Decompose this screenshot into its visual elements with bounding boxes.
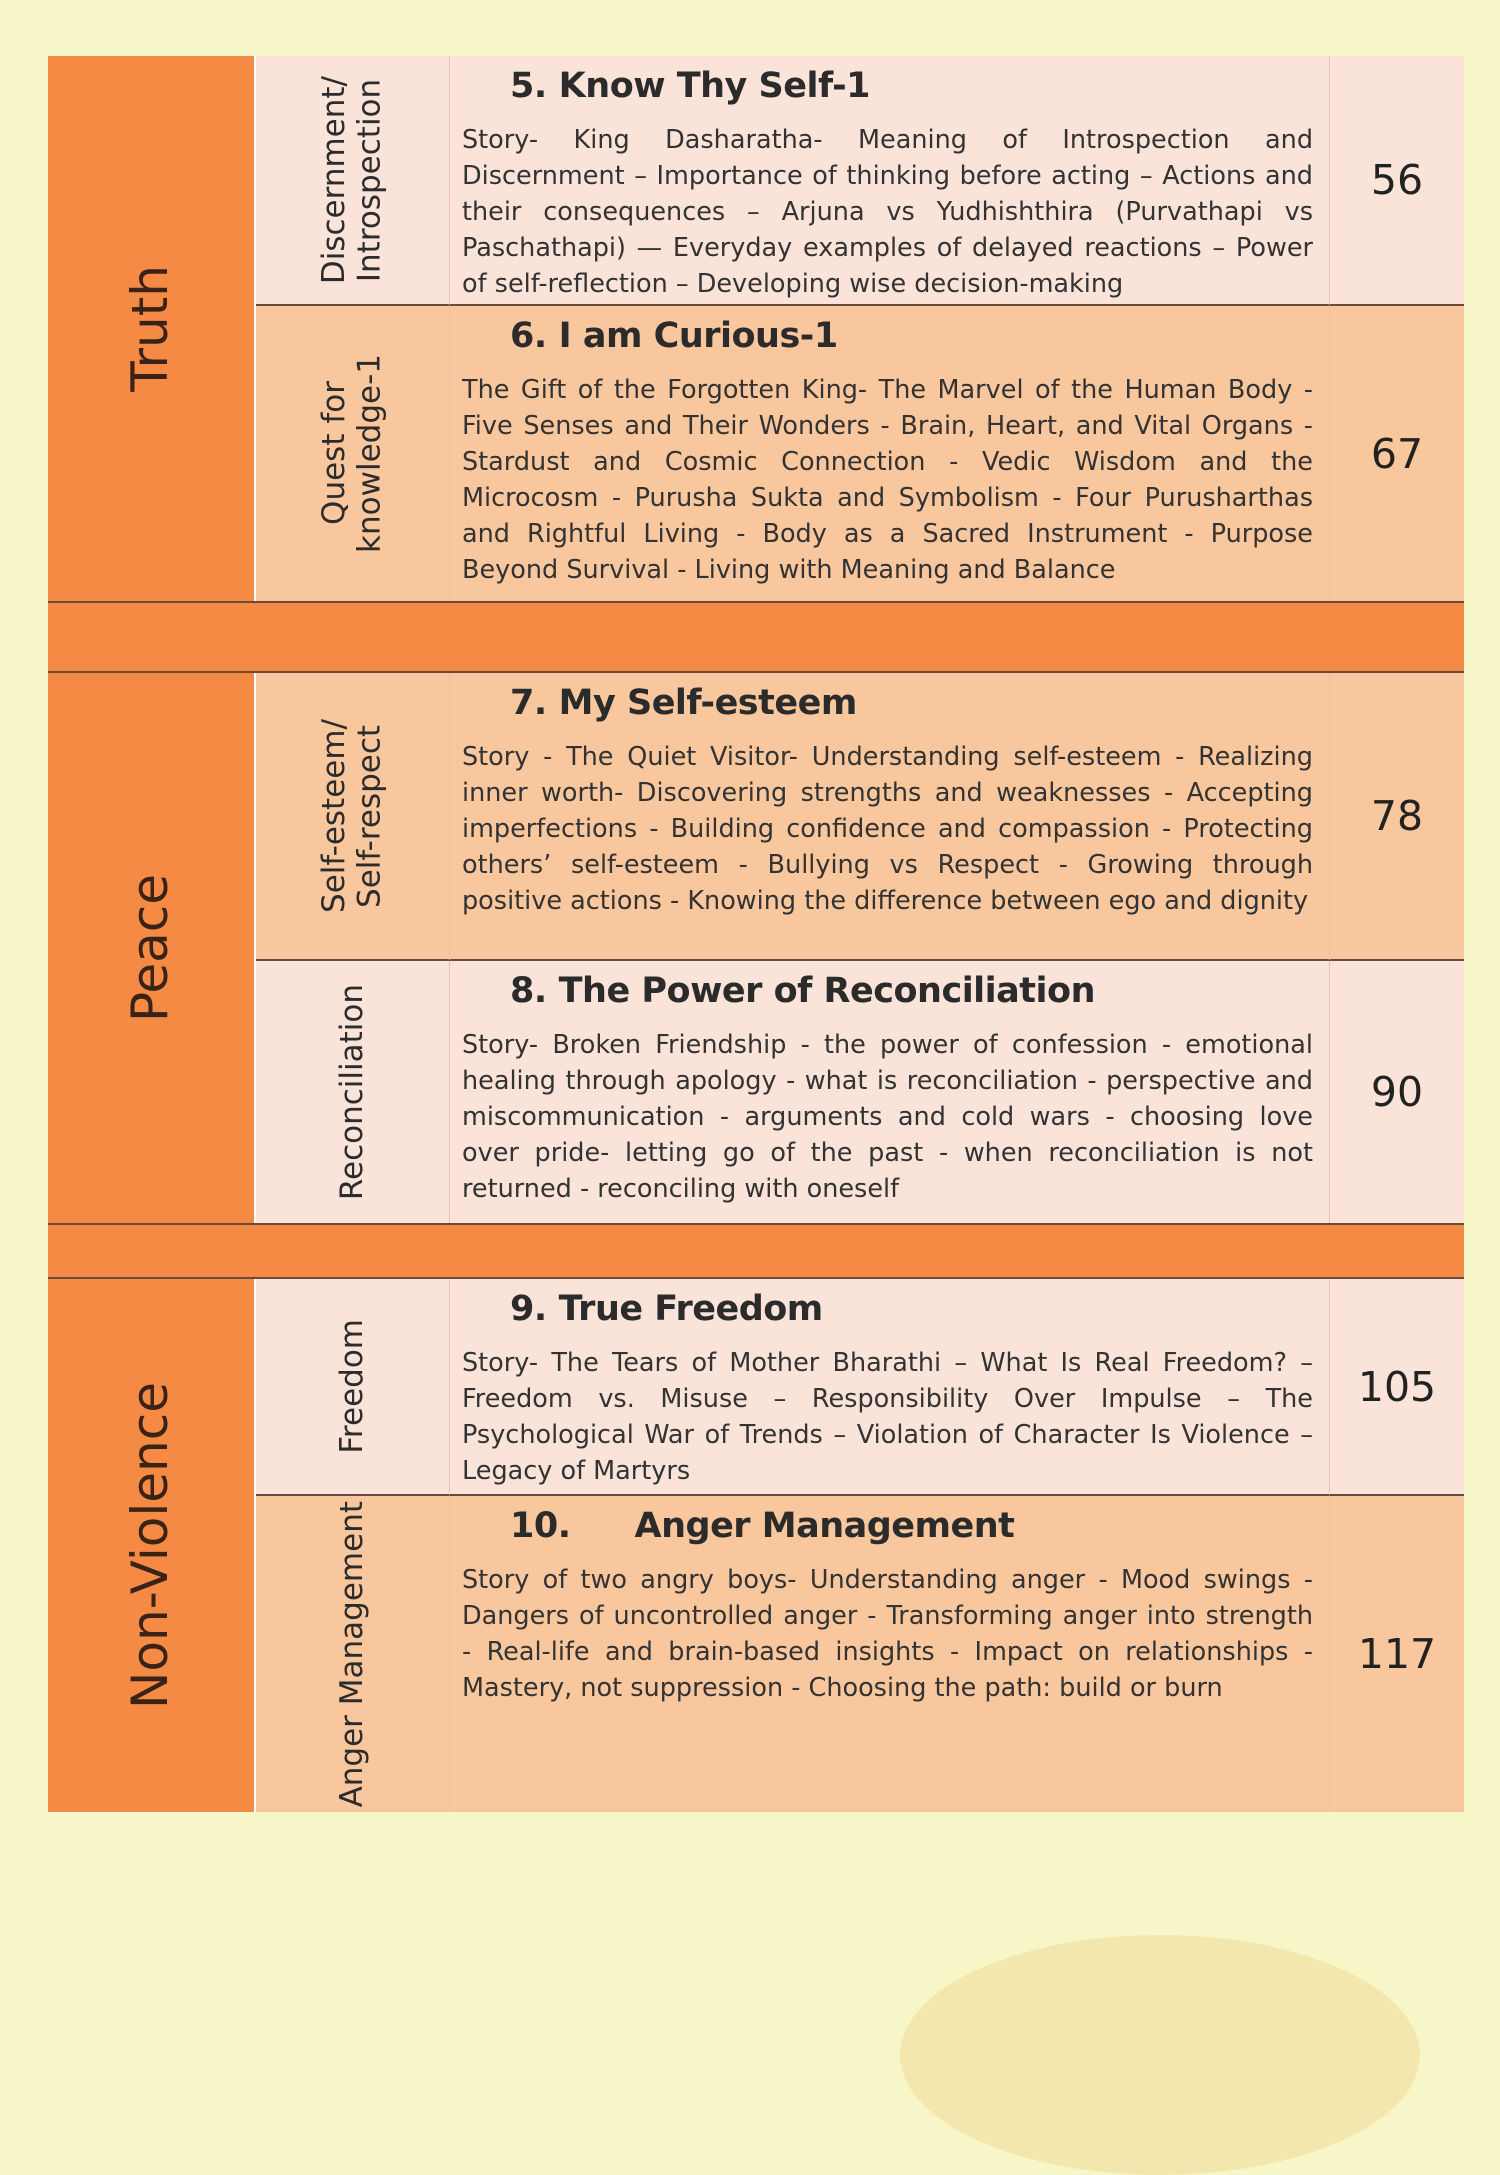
- subtopic-cell: [256, 673, 450, 961]
- lesson-description: The Gift of the Forgotten King- The Marvel of the Human Body - Five Senses and Their Wonders - Brain, Heart, and Vital Organs - Stardust and Cosmic Connection - Vedic Wisdom and the Microcosm - Purusha Sukta and Symbolism - Four Purusharthas and Rightful Living - Body as a Sacred Instrument - Purpose Beyond Survival - Living with Meaning and Balance: [462, 375, 1313, 585]
- lesson-number: 7.: [510, 683, 547, 723]
- lesson-title: [510, 316, 1313, 356]
- lesson-number: 10.: [510, 1506, 571, 1546]
- lesson-7[interactable]: [450, 673, 1330, 961]
- lesson-title-text: The Power of Reconciliation: [558, 971, 1095, 1011]
- page-number: 105: [1330, 1279, 1464, 1496]
- category-truth: [48, 56, 256, 601]
- lesson-5[interactable]: [450, 56, 1330, 306]
- lesson-title-text: I am Curious-1: [558, 316, 838, 356]
- page-number: 56: [1330, 56, 1464, 306]
- lesson-title-text: Anger Management: [634, 1506, 1015, 1546]
- lesson-title-text: My Self-esteem: [558, 683, 857, 723]
- lesson-description: Story - The Quiet Visitor- Understanding self-esteem - Realizing inner worth- Discovering strengths and weaknesses - Accepting imperfections - Building confidence and compassion - Protecting others’ self-esteem - Bullying vs Respect - Growing through positive actions - Knowing the difference between ego and dignity: [462, 742, 1313, 916]
- page-number: 117: [1330, 1496, 1464, 1812]
- lesson-number: 6.: [510, 316, 547, 356]
- subtopic-label: Quest for knowledge-1: [315, 354, 388, 553]
- page-number: 78: [1330, 673, 1464, 961]
- subtopic-cell: [256, 56, 450, 306]
- subtopic-cell: [256, 1279, 450, 1496]
- lesson-6[interactable]: [450, 306, 1330, 601]
- category-label: Peace: [121, 873, 180, 1023]
- subtopic-label: Anger Management: [333, 1500, 370, 1808]
- lesson-description: Story- The Tears of Mother Bharathi – What Is Real Freedom? – Freedom vs. Misuse – Responsibility Over Impulse – The Psychological War of Trends – Violation of Character Is Violence – Legacy of Martyrs: [462, 1348, 1313, 1486]
- background-decoration: [900, 1935, 1420, 2175]
- category-label: Truth: [121, 265, 180, 392]
- lesson-9[interactable]: [450, 1279, 1330, 1496]
- lesson-8[interactable]: [450, 961, 1330, 1223]
- lesson-title-text: True Freedom: [558, 1289, 823, 1329]
- page-number: 67: [1330, 306, 1464, 601]
- lesson-title: [510, 66, 1313, 106]
- lesson-number: 5.: [510, 66, 547, 106]
- subtopic-label: Freedom: [333, 1319, 370, 1454]
- table-of-contents: [48, 56, 1464, 1812]
- lesson-title: [510, 683, 1313, 723]
- subtopic-cell: [256, 1496, 450, 1812]
- lesson-title: [510, 971, 1313, 1011]
- subtopic-label: Discernment/ Introspection: [315, 75, 388, 285]
- subtopic-label: Reconciliation: [333, 983, 370, 1201]
- category-label: Non-Violence: [121, 1382, 180, 1709]
- lesson-10[interactable]: [450, 1496, 1330, 1812]
- section-divider: [48, 601, 1464, 673]
- category-peace: [48, 673, 256, 1223]
- lesson-title: [510, 1506, 1313, 1546]
- section-divider: [48, 1223, 1464, 1279]
- lesson-title-text: Know Thy Self-1: [558, 66, 870, 106]
- lesson-description: Story of two angry boys- Understanding anger - Mood swings - Dangers of uncontrolled anger - Transforming anger into strength - Real-life and brain-based insights - Impact on relationships - Mastery, not suppression - Choosing the path: build or burn: [462, 1565, 1313, 1703]
- subtopic-label: Self-esteem/ Self-respect: [315, 719, 388, 913]
- lesson-title: [510, 1289, 1313, 1329]
- category-non-violence: [48, 1279, 256, 1812]
- subtopic-cell: [256, 961, 450, 1223]
- lesson-description: Story- King Dasharatha- Meaning of Introspection and Discernment – Importance of thinking before acting – Actions and their consequences – Arjuna vs Yudhishthira (Purvathapi vs Paschathapi) — Everyday examples of delayed reactions – Power of self-reflection – Developing wise decision-making: [462, 125, 1313, 299]
- lesson-description: Story- Broken Friendship - the power of confession - emotional healing through apology - what is reconciliation - perspective and miscommunication - arguments and cold wars - choosing love over pride- letting go of the past - when reconciliation is not returned - reconciling with oneself: [462, 1030, 1313, 1204]
- lesson-number: 8.: [510, 971, 547, 1011]
- subtopic-cell: [256, 306, 450, 601]
- page-number: 90: [1330, 961, 1464, 1223]
- lesson-number: 9.: [510, 1289, 547, 1329]
